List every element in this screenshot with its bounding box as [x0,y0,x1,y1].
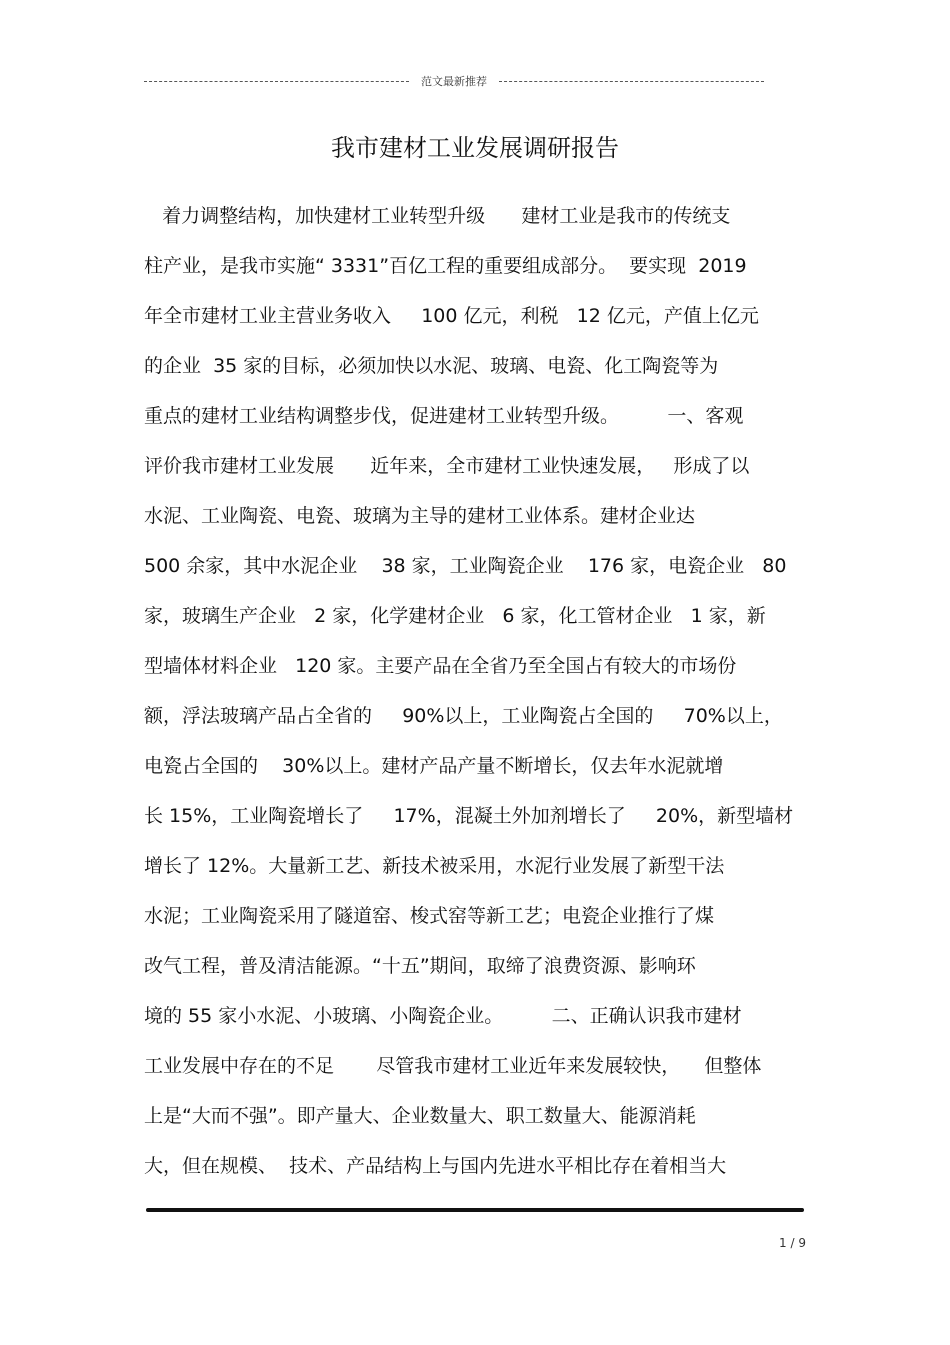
body-line: 额，浮法玻璃产品占全省的 90%以上，工业陶瓷占全国的 70%以上， [144,705,783,727]
body-line: 境的 55 家小水泥、小玻璃、小陶瓷企业。 二、正确认识我市建材 [144,1005,742,1027]
body-line: 年全市建材工业主营业务收入 100 亿元，利税 12 亿元，产值上亿元 [144,305,759,327]
body-line: 柱产业，是我市实施“ 3331”百亿工程的重要组成部分。 要实现 2019 [144,255,747,277]
body-line: 电瓷占全国的 30%以上。建材产品产量不断增长，仅去年水泥就增 [144,755,724,777]
body-line: 上是“大而不强”。即产量大、企业数量大、职工数量大、能源消耗 [144,1105,696,1127]
body-line: 型墙体材料企业 120 家。主要产品在全省乃至全国占有较大的市场份 [144,655,737,677]
header-label: 范文最新推荐 [421,75,487,88]
body-line: 大，但在规模、 技术、产品结构上与国内先进水平相比存在着相当大 [144,1155,727,1177]
body-line: 长 15%，工业陶瓷增长了 17%，混凝土外加剂增长了 20%，新型墙材 [144,805,794,827]
body-line: 着力调整结构，加快建材工业转型升级 建材工业是我市的传统支 [144,205,731,227]
body-line: 家，玻璃生产企业 2 家，化学建材企业 6 家，化工管材企业 1 家，新 [144,605,766,627]
body-line: 500 余家，其中水泥企业 38 家，工业陶瓷企业 176 家，电瓷企业 80 [144,555,787,577]
body-line: 评价我市建材工业发展 近年来，全市建材工业快速发展， 形成了以 [144,455,750,477]
body-line: 重点的建材工业结构调整步伐，促进建材工业转型升级。 一、客观 [144,405,744,427]
body-line: 工业发展中存在的不足 尽管我市建材工业近年来发展较快， 但整体 [144,1055,762,1077]
footer-rule [146,1208,804,1212]
body-line: 水泥、工业陶瓷、电瓷、玻璃为主导的建材工业体系。建材企业达 [144,505,696,527]
body-line: 的企业 35 家的目标，必须加快以水泥、玻璃、电瓷、化工陶瓷等为 [144,355,719,377]
header-dash-right [499,81,764,82]
header-dash-left [144,81,409,82]
body-line: 增长了 12%。大量新工艺、新技术被采用，水泥行业发展了新型干法 [144,855,725,877]
page-header [144,72,764,90]
page-number: 1 / 9 [779,1236,806,1250]
body-line: 水泥；工业陶瓷采用了隧道窑、梭式窑等新工艺；电瓷企业推行了煤 [144,905,715,927]
body-line: 改气工程，普及清洁能源。“十五”期间，取缔了浪费资源、影响环 [144,955,696,977]
document-title: 我市建材工业发展调研报告 [331,134,619,162]
